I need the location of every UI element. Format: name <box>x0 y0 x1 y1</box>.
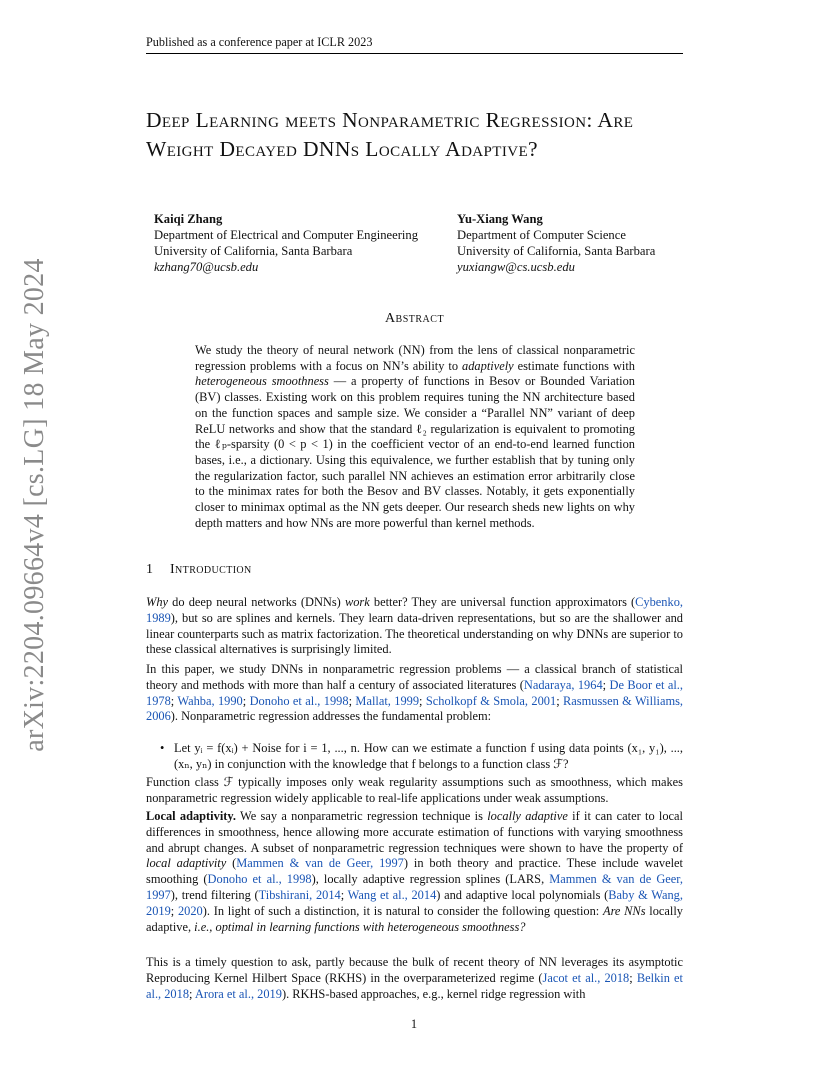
citation-link[interactable]: De Boor et al., 1978 <box>146 677 683 708</box>
header-rule <box>146 53 683 54</box>
intro-paragraph-5: This is a timely question to ask, partly because the bulk of recent theory of NN leverages its asymptotic Reproducing Kernel Hilbert Space (RKHS) in the overparameterized regime (Jacot et al., 2018; Belkin et al., 2018; Arora et al., 2019). RKHS-based approaches, e.g., kernel ridge regression with <box>146 955 683 1001</box>
running-header: Published as a conference paper at ICLR 2023 <box>146 35 373 49</box>
citation-link[interactable]: Jacot et al., 2018 <box>542 970 630 985</box>
arxiv-sidebar <box>10 258 60 752</box>
intro-paragraph-2: In this paper, we study DNNs in nonparametric regression problems — a classical branch of statistical theory and methods with more than half a century of associated literatures (Nadaraya, 1964; De Boor et al., 1978; Wahba, 1990; Donoho et al., 1998; Mallat, 1999; Scholkopf & Smola, 2001; Rasmussen & Williams, 2006). Nonparametric regression addresses the fundamental problem: <box>146 662 684 724</box>
bullet-text: Let yᵢ = f(xᵢ) + Noise for i = 1, ..., n. How can we estimate a function f using data points (x₁, y₁), ..., (xₙ, yₙ) in conjunction with the knowledge that f belongs to a function class ℱ? <box>174 741 683 771</box>
citation-link[interactable]: Tibshirani, 2014 <box>258 887 341 902</box>
citation-link[interactable]: Mammen & van de Geer, 1997 <box>236 856 404 871</box>
citation-link[interactable]: Wahba, 1990 <box>177 693 243 708</box>
author-institution: University of California, Santa Barbara <box>457 244 656 258</box>
citation-link[interactable]: Belkin et al., 2018 <box>146 970 683 1001</box>
citation-link[interactable]: Baby & Wang, 2019 <box>146 887 683 918</box>
abstract-text: We study the theory of neural network (NN) from the lens of classical nonparametric regression problems with a focus on NN’s ability to adaptively estimate functions with heterogeneous smoothness — a property of functions in Besov or Bounded Variation (BV) classes. Existing work on this problem requires tuning the NN architecture based on the function spaces and sample size. We consider a “Parallel NN” variant of deep ReLU networks and show that the standard ℓ₂ regularization is equivalent to promoting the ℓₚ-sparsity (0 < p < 1) in the coefficient vector of an end-to-end learned function bases, i.e., a dictionary. Using this equivalence, we further establish that by tuning only the regularization factor, such parallel NN achieves an estimation error arbitrarily close to the minimax rates for both the Besov and BV classes. Notably, it gets exponentially closer to minimax optimal as the NN gets deeper. Our research sheds new lights on why depth matters and how NNs are more powerful than kernel methods. <box>195 343 635 530</box>
citation-link[interactable]: Donoho et al., 1998 <box>207 872 312 887</box>
citation-link[interactable]: Donoho et al., 1998 <box>249 693 349 708</box>
citation-link[interactable]: Mallat, 1999 <box>355 693 420 708</box>
author-affiliation: Department of Computer Science <box>457 228 626 242</box>
abstract-heading: Abstract <box>384 311 445 326</box>
bullet-marker: • <box>160 741 165 755</box>
citation-link[interactable]: Arora et al., 2019 <box>194 986 282 1001</box>
citation-link[interactable]: Rasmussen & Williams, 2006 <box>146 693 684 724</box>
arxiv-identifier: arXiv:2204.09664v4 [cs.LG] 18 May 2024 <box>19 258 50 752</box>
author-affiliation: Department of Electrical and Computer Engineering <box>154 228 419 242</box>
author-email[interactable]: yuxiangw@cs.ucsb.edu <box>457 260 575 274</box>
author-block-2 <box>457 211 655 275</box>
citation-link[interactable]: Wang et al., 2014 <box>347 887 437 902</box>
author-name: Yu-Xiang Wang <box>457 212 543 226</box>
intro-paragraph-local-adaptivity: Local adaptivity. We say a nonparametric regression technique is locally adaptive if it can cater to local differences in smoothness, hence allowing more accurate estimation of functions with varying smoothness and abrupt changes. A subset of nonparametric regression techniques were shown to have the property of local adaptivity (Mammen & van de Geer, 1997) in both theory and practice. These include wavelet smoothing (Donoho et al., 1998), locally adaptive regression splines (LARS, Mammen & van de Geer, 1997), trend filtering (Tibshirani, 2014; Wang et al., 2014) and adaptive local polynomials (Baby & Wang, 2019; 2020). In light of such a distinction, it is natural to consider the following question: Are NNs locally adaptive, i.e., optimal in learning functions with heterogeneous smoothness? <box>146 809 683 934</box>
citation-link[interactable]: Nadaraya, 1964 <box>523 677 603 692</box>
intro-paragraph-3: Function class ℱ typically imposes only weak regularity assumptions such as smoothness, which makes nonparametric regression widely applicable to real-life applications under weak assumptions. <box>146 775 683 805</box>
citation-link[interactable]: Mammen & van de Geer, 1997 <box>146 872 683 902</box>
intro-paragraph-1: Why do deep neural networks (DNNs) work better? They are universal function approximators (Cybenko, 1989), but so are splines and kernels. They learn data-driven representations, but so are the shallower and linear counterparts such as matrix factorization. The theoretical understanding on why DNNs are superior to these classical alternatives is surprisingly limited. <box>146 595 683 657</box>
citation-link[interactable]: Scholkopf & Smola, 2001 <box>425 693 557 708</box>
author-block-1 <box>154 211 418 275</box>
paper-title: Deep Learning meets Nonparametric Regression: Are Weight Decayed DNNs Locally Adaptive? <box>146 108 634 161</box>
citation-link[interactable]: Cybenko, 1989 <box>146 595 683 625</box>
author-institution: University of California, Santa Barbara <box>154 244 353 258</box>
page-number: 1 <box>410 1017 418 1031</box>
section-heading-introduction: 1 Introduction <box>146 562 252 577</box>
citation-link[interactable]: 2020 <box>177 903 203 918</box>
author-name: Kaiqi Zhang <box>154 212 223 226</box>
author-email[interactable]: kzhang70@ucsb.edu <box>154 260 259 274</box>
